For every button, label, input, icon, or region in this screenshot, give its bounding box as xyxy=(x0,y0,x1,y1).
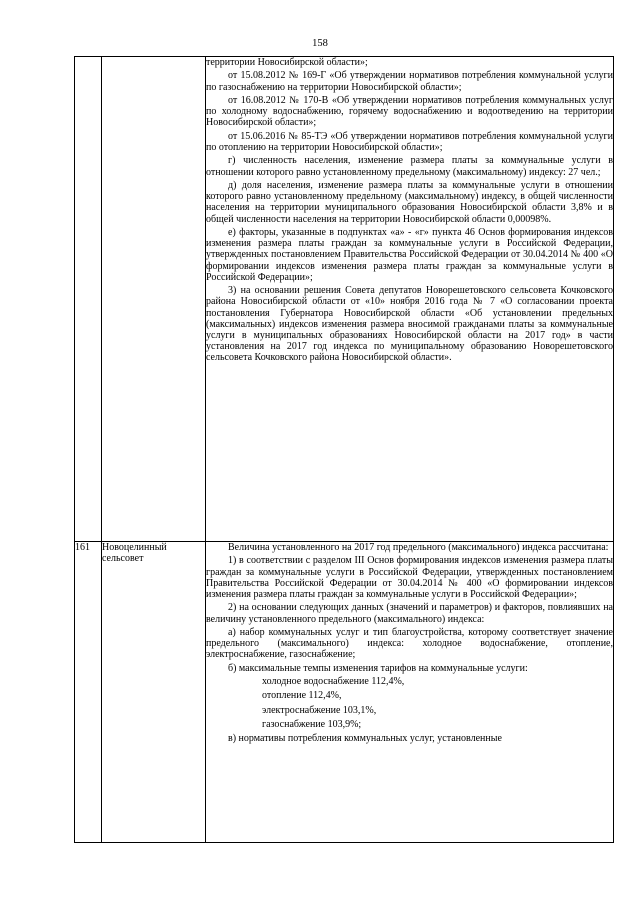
row-number-cell xyxy=(75,57,102,542)
tariff-line: холодное водоснабжение 112,4%, xyxy=(262,676,405,688)
municipality-name-cell: Новоцелинный сельсовет xyxy=(102,542,206,843)
paragraph: г) численность населения, изменение размера платы за коммунальные услуги в отношении которого равно установленному предельному (максимальному) индексу: 27 чел.; xyxy=(206,155,613,178)
document-table xyxy=(74,56,614,843)
justification-cell xyxy=(206,57,614,542)
municipality-name-cell xyxy=(102,57,206,542)
paragraph: от 15.06.2016 № 85-ТЭ «Об утверждении нормативов потребления коммунальной услуги по отоплению на территории Новосибирской области»; xyxy=(206,130,613,153)
justification-cell xyxy=(206,542,614,843)
tariff-line: электроснабжение 103,1%, xyxy=(262,704,377,716)
paragraph: территории Новосибирской области»; xyxy=(206,57,368,68)
table-row xyxy=(75,542,614,843)
paragraph: Величина установленного на 2017 год предельного (максимального) индекса рассчитана: xyxy=(228,542,609,553)
paragraph: в) нормативы потребления коммунальных услуг, установленные xyxy=(228,732,502,744)
paragraph: е) факторы, указанные в подпунктах «а» - «г» пункта 46 Основ формирования индексов изменения размера платы граждан за коммунальные услуги в Российской Федерации, утвержденных постановлением Правительства Российской Федерации от 30.04.2014 № 400 «О формировании индексов изменения размера платы граждан за коммунальные услуги в Российской Федерации»; xyxy=(206,226,613,283)
paragraph: от 15.08.2012 № 169-Г «Об утверждении нормативов потребления коммунальной услуги по газоснабжению на территории Новосибирской области»; xyxy=(206,70,613,93)
paragraph: д) доля населения, изменение размера платы за коммунальные услуги в отношении которого равно установленному предельному (максимальному) индексу, в общей численности населения на территории муниципального образования Новосибирской области 3,8% и в общей численности населения на территории Новосибирской области 0,00098%. xyxy=(206,179,613,225)
page-number: 158 xyxy=(312,38,328,49)
paragraph: а) набор коммунальных услуг и тип благоустройства, которому соответствует значение предельного (максимального) индекса: холодное водоснабжение, отопление, электроснабжение, газоснабжение; xyxy=(206,626,613,661)
table-row xyxy=(75,57,614,542)
tariff-line: отопление 112,4%, xyxy=(262,690,342,702)
paragraph: от 16.08.2012 № 170-В «Об утверждении нормативов потребления коммунальных услуг по холодному водоснабжению, горячему водоснабжению и водоотведению на территории Новосибирской области»; xyxy=(206,94,613,129)
row-number-cell: 161 xyxy=(75,542,102,843)
tariff-line: газоснабжение 103,9%; xyxy=(262,718,362,730)
paragraph: 1) в соответствии с разделом III Основ формирования индексов изменения размера платы граждан за коммунальные услуги в Российской Федерации, утвержденных постановлением Правительства Российской Федерации от 30.04.2014 № 400 «О формировании индексов изменения размера платы граждан за коммунальные услуги в Российской Федерации»; xyxy=(206,555,613,600)
paragraph: б) максимальные темпы изменения тарифов на коммунальные услуги: xyxy=(228,662,528,674)
paragraph: 2) на основании следующих данных (значений и параметров) и факторов, повлиявших на величину установленного предельного (максимального) индекса: xyxy=(206,602,613,625)
paragraph: 3) на основании решения Совета депутатов Новорешетовского сельсовета Кочковского района Новосибирской области от «10» ноября 2016 года № 7 «О согласовании проекта постановления Губернатора Новосибирской области «Об установлении предельных (максимальных) индексов изменения размера вносимой гражданами платы за коммунальные услуги в муниципальных образованиях Новосибирской области на 2017 год» в части установления на 2017 год индекса по муниципальному образованию Новорешетовского сельсовета Кочковского района Новосибирской области». xyxy=(206,285,613,364)
